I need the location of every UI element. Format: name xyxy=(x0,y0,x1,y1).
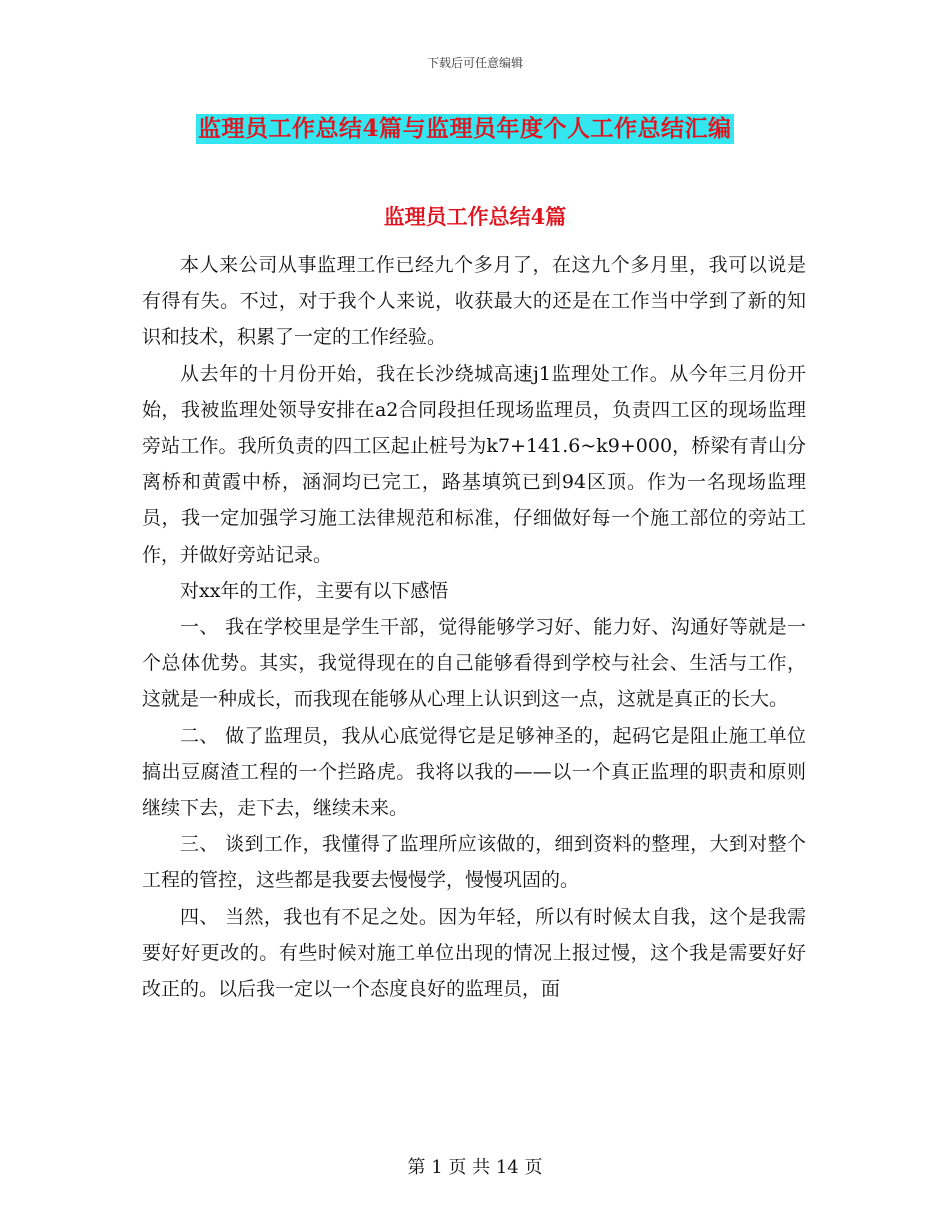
paragraph-1: 本人来公司从事监理工作已经九个多月了，在这九个多月里，我可以说是有得有失。不过，对于我个人来说，收获最大的还是在工作当中学到了新的知识和技术，积累了一定的工作经验。 xyxy=(142,254,806,349)
paragraph-2: 从去年的十月份开始，我在长沙绕城高速j1监理处工作。从今年三月份开始，我被监理处领导安排在a2合同段担任现场监理员，负责四工区的现场监理旁站工作。我所负责的四工区起止桩号为k7+141.6~k9+000，桥梁有青山分离桥和黄霞中桥，涵洞均已完工，路基填筑已到94区顶。作为一名现场监理员，我一定加强学习施工法律规范和标准，仔细做好每一个施工部位的旁站工作，并做好旁站记录。 xyxy=(142,362,806,566)
body-text xyxy=(142,247,806,1007)
section-title: 监理员工作总结4篇 xyxy=(383,204,567,229)
document-title: 监理员工作总结4篇与监理员年度个人工作总结汇编 xyxy=(198,115,732,142)
paragraph-4: 一、 我在学校里是学生干部，觉得能够学习好、能力好、沟通好等就是一个总体优势。其实，我觉得现在的自己能够看得到学校与社会、生活与工作，这就是一种成长，而我现在能够从心理上认识到这一点，这就是真正的长大。 xyxy=(142,616,806,711)
page-footer: 第 1 页 共 14 页 xyxy=(407,1157,543,1178)
paragraph-3: 对xx年的工作，主要有以下感悟 xyxy=(180,579,449,602)
paragraph-5: 二、 做了监理员，我从心底觉得它是足够神圣的，起码它是阻止施工单位搞出豆腐渣工程的一个拦路虎。我将以我的——以一个真正监理的职责和原则继续下去，走下去，继续未来。 xyxy=(142,724,806,820)
paragraph-7: 四、 当然，我也有不足之处。因为年轻，所以有时候太自我，这个是我需要好好更改的。有些时候对施工单位出现的情况上报过慢，这个我是需要好好改正的。以后我一定以一个态度良好的监理员，面 xyxy=(142,905,806,1001)
paragraph-6: 三、 谈到工作，我懂得了监理所应该做的，细到资料的整理，大到对整个工程的管控，这些都是我要去慢慢学，慢慢巩固的。 xyxy=(142,833,806,892)
header-note: 下载后可任意编辑 xyxy=(426,56,523,70)
